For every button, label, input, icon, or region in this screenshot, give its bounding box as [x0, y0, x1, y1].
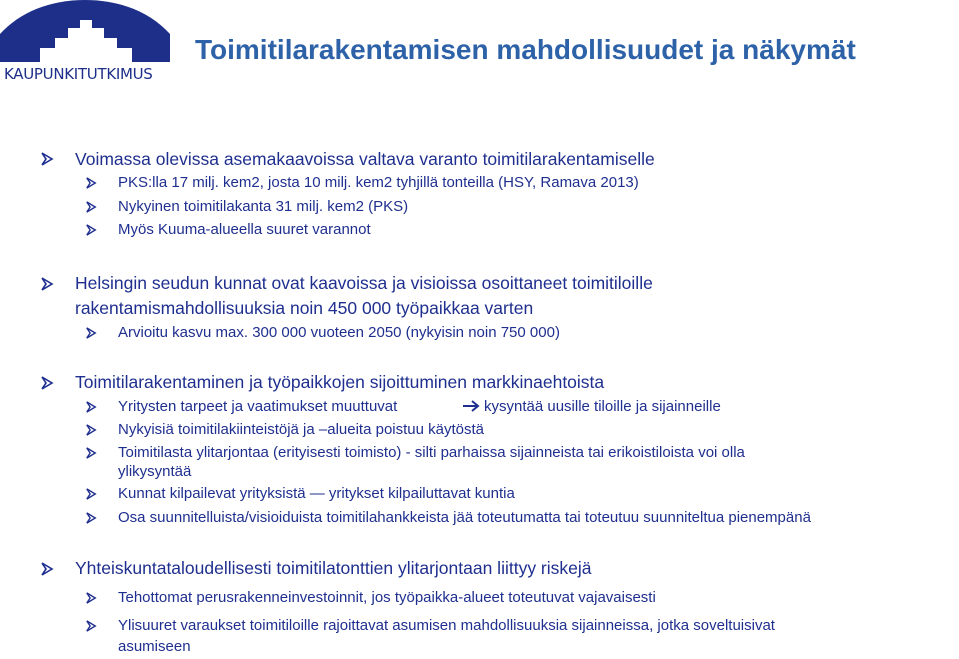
arrow-bullet-icon — [85, 327, 97, 339]
arrow-bullet-icon — [85, 177, 97, 189]
right-arrow-icon — [462, 399, 480, 413]
arrow-bullet-icon — [85, 488, 97, 500]
sub-bullet-text-line2: asumiseen — [118, 638, 191, 655]
arrow-bullet-icon — [85, 620, 97, 632]
sub-bullet-text-line2: ylikysyntää — [118, 463, 192, 480]
arrow-bullet-icon — [85, 224, 97, 236]
arrow-bullet-icon — [40, 376, 54, 390]
arrow-bullet-icon — [85, 512, 97, 524]
sub-bullet-text: Arvioitu kasvu max. 300 000 vuoteen 2050 (nykyisin noin 750 000) — [118, 324, 560, 341]
arrow-bullet-icon — [40, 152, 54, 166]
page-title: Toimitilarakentamisen mahdollisuudet ja näkymät — [195, 34, 856, 65]
arrow-bullet-icon — [85, 401, 97, 413]
sub-bullet-text: Osa suunnitelluista/visioiduista toimitilahankkeista jää toteutumatta tai toteutuu suunniteltua pienempänä — [118, 509, 811, 526]
kaupunkitutkimus-logo — [0, 0, 175, 86]
sub-bullet-text: Myös Kuuma-alueella suuret varannot — [118, 221, 371, 238]
section-heading: Voimassa olevissa asemakaavoissa valtava varanto toimitilarakentamiselle — [75, 149, 655, 169]
section-heading-line2: rakentamismahdollisuuksia noin 450 000 työpaikkaa varten — [75, 298, 534, 318]
sub-bullet-text: Tehottomat perusrakenneinvestoinnit, jos työpaikka-alueet toteutuvat vajavaisesti — [118, 589, 656, 606]
sub-bullet-text-part1: Yritysten tarpeet ja vaatimukset muuttuvat — [118, 398, 398, 415]
sub-bullet-text-part2: kysyntää uusille tiloille ja sijainneille — [484, 398, 721, 415]
section-heading: Toimitilarakentaminen ja työpaikkojen sijoittuminen markkinaehtoista — [75, 372, 605, 392]
sub-bullet-text-line1: Toimitilasta ylitarjontaa (erityisesti toimisto) - silti parhaissa sijainneista tai erikoistiloista voi olla — [118, 444, 745, 461]
arrow-bullet-icon — [85, 201, 97, 213]
logo-text: KAUPUNKITUTKIMUS — [4, 65, 153, 83]
arrow-bullet-icon — [40, 562, 54, 576]
sub-bullet-text: Nykyisiä toimitilakiinteistöjä ja –alueita poistuu käytöstä — [118, 421, 485, 438]
arrow-bullet-icon — [40, 277, 54, 291]
arrow-bullet-icon — [85, 424, 97, 436]
section-heading-line1: Helsingin seudun kunnat ovat kaavoissa ja visioissa osoittaneet toimitiloille — [75, 273, 653, 293]
logo-mark-icon — [0, 0, 170, 62]
sub-bullet-text-line1: Ylisuuret varaukset toimitiloille rajoittavat asumisen mahdollisuuksia sijainneissa, jotka soveltuisivat — [118, 617, 775, 634]
arrow-bullet-icon — [85, 447, 97, 459]
section-heading: Yhteiskuntataloudellisesti toimitilatonttien ylitarjontaan liittyy riskejä — [75, 558, 592, 578]
arrow-bullet-icon — [85, 592, 97, 604]
sub-bullet-text: Kunnat kilpailevat yrityksistä — yritykset kilpailuttavat kuntia — [118, 485, 515, 502]
sub-bullet-text: PKS:lla 17 milj. kem2, josta 10 milj. kem2 tyhjillä tonteilla (HSY, Ramava 2013) — [118, 174, 639, 191]
sub-bullet-text: Nykyinen toimitilakanta 31 milj. kem2 (PKS) — [118, 198, 409, 215]
